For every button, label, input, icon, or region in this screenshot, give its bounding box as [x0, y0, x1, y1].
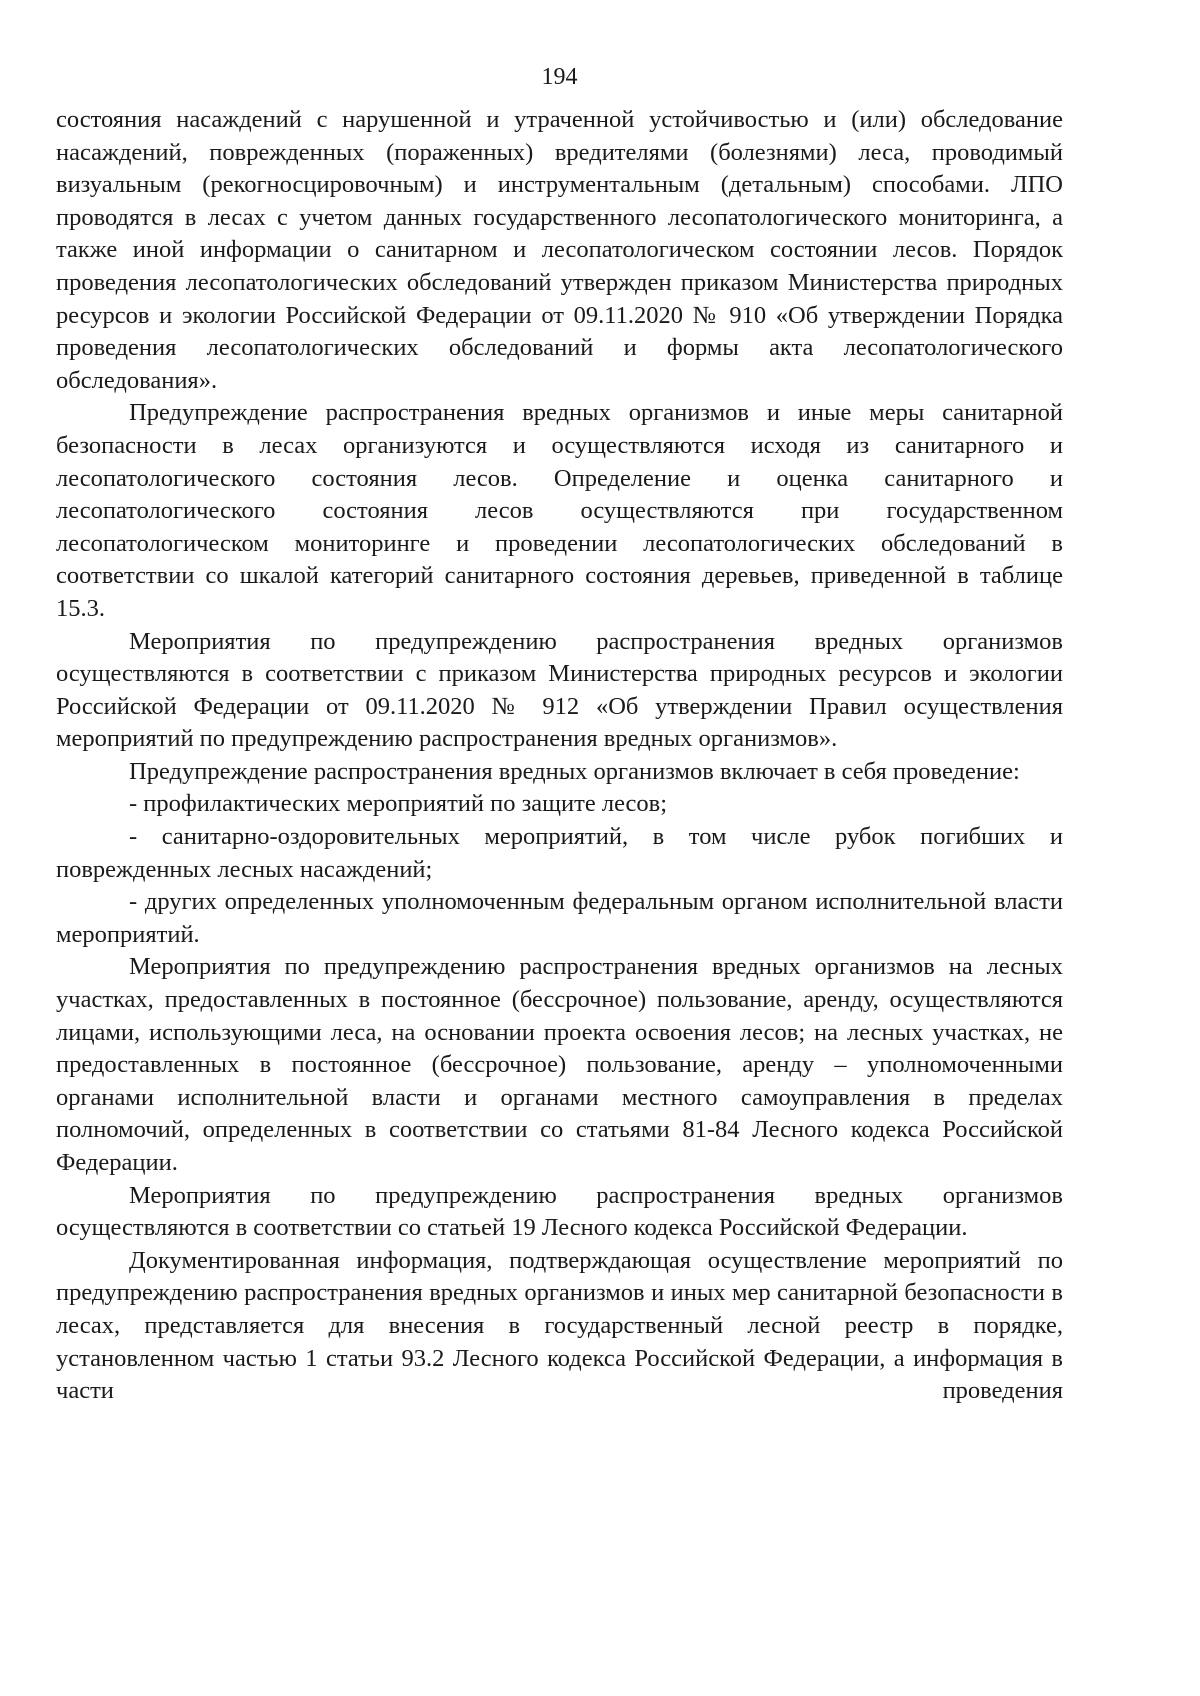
list-item: - других определенных уполномоченным федеральным органом исполнительной власти мероприятий. — [56, 888, 1063, 948]
document-body — [56, 104, 1063, 1408]
paragraph: Предупреждение распространения вредных организмов и иные меры санитарной безопасности в лесах организуются и осуществляются исходя из санитарного и лесопатологического состояния лесов. Определение и оценка санитарного и лесопатологического состояния лесов осуществляются при государственном лесопатологическом мониторинге и проведении лесопатологических обследований в соответствии со шкалой категорий санитарного состояния деревьев, приведенной в таблице 15.3. — [56, 399, 1063, 622]
list-item: - санитарно-оздоровительных мероприятий, в том числе рубок погибших и поврежденных лесных насаждений; — [56, 823, 1063, 883]
page-number: 194 — [541, 64, 578, 90]
paragraph-continuation: состояния насаждений с нарушенной и утраченной устойчивостью и (или) обследование насаждений, поврежденных (пораженных) вредителями (болезнями) леса, проводимый визуальным (рекогносцировочным) и инструментальным (детальным) способами. ЛПО проводятся в лесах с учетом данных государственного лесопатологического мониторинга, а также иной информации о санитарном и лесопатологическом состоянии лесов. Порядок проведения лесопатологических обследований утвержден приказом Министерства природных ресурсов и экологии Российской Федерации от 09.11.2020 № 910 «Об утверждении Порядка проведения лесопатологических обследований и формы акта лесопатологического обследования». — [56, 106, 1063, 394]
document-page — [56, 62, 1063, 1408]
paragraph: Мероприятия по предупреждению распространения вредных организмов осуществляются в соответствии со статьей 19 Лесного кодекса Российской Федерации. — [56, 1181, 1063, 1242]
paragraph: Мероприятия по предупреждению распространения вредных организмов на лесных участках, предоставленных в постоянное (бессрочное) пользование, аренду, осуществляются лицами, использующими леса, на основании проекта освоения лесов; на лесных участках, не предоставленных в постоянное (бессрочное) пользование, аренду – уполномоченными органами исполнительной власти и органами местного самоуправления в пределах полномочий, определенных в соответствии со статьями 81-84 Лесного кодекса Российской Федерации. — [56, 953, 1063, 1176]
paragraph-cut-off: Документированная информация, подтверждающая осуществление мероприятий по предупреждению распространения вредных организмов и иных мер санитарной безопасности в лесах, представляется для внесения в государственный лесной реестр в порядке, установленном частью 1 статьи 93.2 Лесного кодекса Российской Федерации, а информация в части проведения — [56, 1246, 1063, 1405]
paragraph: Предупреждение распространения вредных организмов включает в себя проведение: — [129, 757, 1020, 785]
paragraph: Мероприятия по предупреждению распространения вредных организмов осуществляются в соответствии с приказом Министерства природных ресурсов и экологии Российской Федерации от 09.11.2020 № 912 «Об утверждении Правил осуществления мероприятий по предупреждению распространения вредных организмов». — [56, 627, 1063, 753]
list-item: - профилактических мероприятий по защите лесов; — [129, 790, 668, 818]
